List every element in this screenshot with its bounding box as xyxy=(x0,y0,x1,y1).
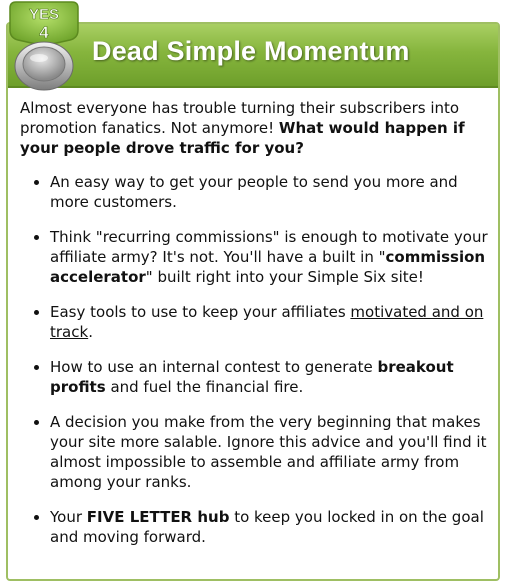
list-item xyxy=(50,412,490,492)
bullet-text: Easy tools to use to keep your affiliates xyxy=(50,303,351,321)
list-item xyxy=(50,227,490,287)
badge-button xyxy=(23,47,65,81)
bullet-bold: breakout profits xyxy=(50,358,454,396)
bullet-text: How to use an internal contest to generate xyxy=(50,358,378,376)
intro-text: Almost everyone has trouble turning their subscribers into promotion fanatics. Not anymore! xyxy=(20,99,460,137)
list-item xyxy=(50,172,490,212)
bullet-text: Think "recurring commissions" is enough to motivate your affiliate army? It's not. You'll have a built in " xyxy=(50,228,488,266)
bullet-text: Your xyxy=(50,508,87,526)
badge-highlight xyxy=(30,54,48,62)
list-item xyxy=(50,507,490,547)
bullet-text: and fuel the financial fire. xyxy=(105,378,304,396)
intro-bold-question: What would happen if your people drove traffic for you? xyxy=(20,119,465,157)
badge-number-text: 4 xyxy=(39,23,49,42)
bullet-underlined: motivated and on track xyxy=(50,303,484,341)
list-item xyxy=(50,302,490,342)
bullet-text: An easy way to get your people to send you more and more customers. xyxy=(50,173,458,211)
intro-paragraph xyxy=(20,98,490,158)
bullet-text: " built right into your Simple Six site! xyxy=(145,268,424,286)
bullet-text: to keep you locked in on the goal and moving forward. xyxy=(50,508,484,546)
benefit-list xyxy=(20,172,490,547)
yes-4-badge xyxy=(6,0,82,92)
card-title: Dead Simple Momentum xyxy=(92,36,410,66)
bullet-text: A decision you make from the very beginning that makes your site more salable. Ignore this advice and you'll find it almost impossible to assemble and affiliate army from among your ranks. xyxy=(50,413,487,491)
bullet-text: . xyxy=(88,323,93,341)
card-content xyxy=(20,98,490,562)
bullet-bold: commission accelerator xyxy=(50,248,486,286)
bullet-bold: FIVE LETTER hub xyxy=(86,508,230,526)
badge-graphic xyxy=(6,0,82,92)
badge-yes-text: YES xyxy=(28,6,60,23)
feature-card xyxy=(6,22,500,581)
list-item xyxy=(50,357,490,397)
